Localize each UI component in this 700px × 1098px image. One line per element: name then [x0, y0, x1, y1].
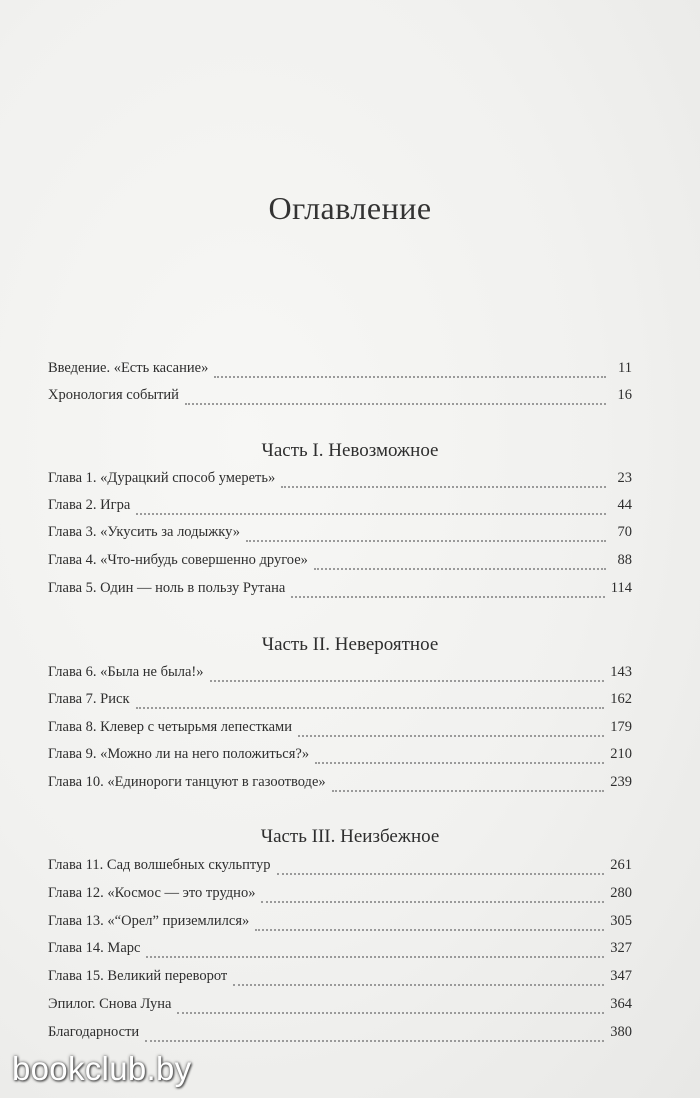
entry-label: Введение. «Есть касание»	[48, 360, 209, 376]
dot-leader	[277, 872, 605, 875]
entry-label: Глава 8. Клевер с четырьмя лепестками	[48, 719, 292, 735]
toc-entry	[48, 940, 632, 964]
entry-label: Глава 3. «Укусить за лодыжку»	[48, 524, 240, 540]
dot-leader	[146, 955, 604, 958]
entry-label: Глава 7. Риск	[48, 691, 130, 707]
toc-entry	[48, 470, 632, 494]
toc-entry	[48, 360, 632, 384]
entry-label: Глава 6. «Была не была!»	[48, 664, 204, 680]
entry-page: 11	[618, 360, 632, 376]
entry-page: 239	[610, 774, 632, 790]
entry-page: 23	[617, 470, 632, 486]
dot-leader	[291, 595, 604, 598]
entry-page: 16	[617, 387, 632, 403]
entry-page: 44	[617, 497, 632, 513]
toc-entry	[48, 885, 632, 909]
toc-entry	[48, 497, 632, 521]
toc-entry	[48, 524, 632, 548]
entry-label: Глава 13. «“Орел” приземлился»	[48, 913, 250, 929]
toc-entry	[48, 691, 632, 715]
entry-page: 88	[617, 552, 632, 568]
toc-entry	[48, 552, 632, 576]
entry-label: Глава 9. «Можно ли на него положиться?»	[48, 746, 310, 762]
toc-entry	[48, 857, 632, 881]
page-title: Оглавление	[268, 190, 432, 226]
entry-label: Глава 1. «Дурацкий способ умереть»	[48, 470, 276, 486]
entry-page: 261	[610, 857, 632, 873]
toc-entry	[48, 774, 632, 798]
toc-entry	[48, 996, 632, 1020]
part-heading: Часть II. Невероятное	[261, 634, 439, 655]
toc-entry	[48, 968, 632, 992]
entry-page: 179	[610, 719, 632, 735]
entry-page: 327	[610, 940, 632, 956]
toc-entry	[48, 719, 632, 743]
entry-page: 364	[610, 996, 632, 1012]
dot-leader	[314, 567, 606, 570]
entry-label: Глава 5. Один — ноль в пользу Рутана	[48, 580, 286, 596]
toc-entry	[48, 387, 632, 411]
toc-entry	[48, 1024, 632, 1048]
dot-leader	[177, 1011, 604, 1014]
dot-leader	[136, 706, 605, 709]
dot-leader	[214, 375, 606, 378]
dot-leader	[136, 512, 606, 515]
dot-leader	[185, 402, 606, 405]
entry-label: Глава 2. Игра	[48, 497, 131, 513]
dot-leader	[315, 761, 604, 764]
dot-leader	[261, 900, 604, 903]
entry-label: Благодарности	[48, 1024, 140, 1040]
entry-page: 143	[610, 664, 632, 680]
entry-label: Эпилог. Снова Луна	[48, 996, 172, 1012]
entry-page: 114	[610, 580, 632, 596]
entry-label: Хронология событий	[48, 387, 179, 403]
entry-label: Глава 11. Сад волшебных скульптур	[48, 857, 271, 873]
site-watermark: bookclub.by	[12, 1050, 192, 1087]
dot-leader	[332, 789, 605, 792]
entry-page: 347	[610, 968, 632, 984]
dot-leader	[281, 485, 606, 488]
dot-leader	[210, 679, 605, 682]
entry-label: Глава 10. «Единороги танцуют в газоотводе»	[48, 774, 326, 790]
entry-label: Глава 15. Великий переворот	[48, 968, 228, 984]
entry-page: 210	[610, 746, 632, 762]
dot-leader	[246, 539, 606, 542]
toc-entry	[48, 664, 632, 688]
entry-page: 380	[610, 1024, 632, 1040]
entry-label: Глава 4. «Что-нибудь совершенно другое»	[48, 552, 308, 568]
entry-page: 280	[610, 885, 632, 901]
toc-entry	[48, 913, 632, 937]
entry-label: Глава 14. Марс	[48, 940, 141, 956]
toc-entry	[48, 746, 632, 770]
dot-leader	[233, 983, 604, 986]
part-heading: Часть I. Невозможное	[261, 440, 439, 461]
entry-page: 305	[610, 913, 632, 929]
entry-page: 70	[617, 524, 632, 540]
entry-page: 162	[610, 691, 632, 707]
dot-leader	[145, 1039, 604, 1042]
part-heading: Часть III. Неизбежное	[260, 826, 440, 847]
dot-leader	[298, 734, 604, 737]
entry-label: Глава 12. «Космос — это трудно»	[48, 885, 256, 901]
dot-leader	[255, 928, 604, 931]
toc-entry	[48, 580, 632, 604]
